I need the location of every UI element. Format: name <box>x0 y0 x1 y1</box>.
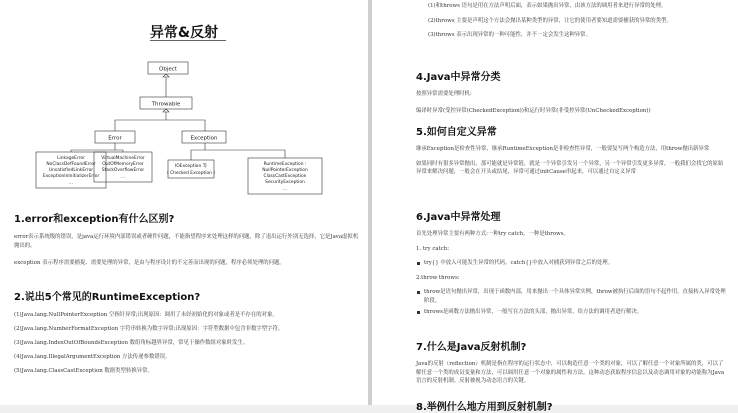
section-7-paragraph-1: Java的反射（reflection）机制是指在程序的运行状态中，可以构造任意一个类的对象，可以了解任意一个对象所属的类，可以了解任意一个类的成员变量和方法，可以调用任意一个对象的属性和方法。这种动态获取程序信息以及动态调用对象的功能称为Java语言的反射机制。反射被视为动态语言的关键。 <box>416 361 725 385</box>
section-2-heading: 2.说出5个常见的RuntimeException? <box>14 292 201 303</box>
section-2-item-3: (3)Java.lang.IndexOutOfBoundsException 数组角标越界异常，常见于操作数组对象时发生。 <box>14 340 249 346</box>
section-7 <box>416 338 728 386</box>
section-4-heading: 4.Java中异常分类 <box>416 72 501 83</box>
error-child-5: ... <box>68 181 74 186</box>
error-child-4: ExceptionInInitializerError <box>42 174 100 179</box>
section-5-paragraph-2: 如果同时有很多异常抛出，那可能就是异常链，就是一个异常引发另一个异常，另一个异常引发更多异常，一般我们会找它的原始异常来解决问题，一般会在开头或结尾，异常可通过initCause串起来，可以通过自定义异常 <box>416 160 724 176</box>
section-5-paragraph-1: 继承Exception是检查性异常，继承RuntimeException是非检查性异常，一般要复写两个构造方法，用throw抛出新异常 <box>416 146 710 152</box>
section-8 <box>416 398 728 413</box>
section-1 <box>14 210 360 268</box>
section-6-label-2: 2.throw throws: <box>416 274 460 281</box>
exception-hierarchy-diagram <box>0 0 368 215</box>
vm-child-3: StackOverflowError <box>101 168 145 173</box>
section-5 <box>416 123 728 177</box>
error-child-3: UnsatisfiedLinkError <box>48 168 94 173</box>
vm-child-1: VirtualMachineError <box>101 156 145 161</box>
vm-child-2: OutOfMemoryError <box>102 162 144 167</box>
section-4 <box>416 68 728 115</box>
error-child-1: LinkageError <box>57 156 85 161</box>
exception-label: Exception <box>190 135 218 142</box>
section-4-paragraph-2: 编译时异常(受控异常(CheckedException))和运行时异常(非受控异常(UnCheckedException)) <box>416 107 651 114</box>
section-2-item-5: (5)Java.lang.ClassCastException 数据类型转换异常。 <box>14 368 153 374</box>
section-6 <box>416 208 728 316</box>
section-1-paragraph-1: error表示系统级的错误，是java运行环境内部错误或者硬件问题，不能指望程序来处理这样的问题，除了退出运行外别无选择，它是Java虚拟机抛出的。 <box>14 234 359 249</box>
vm-child-4: ... <box>120 175 126 180</box>
throws-notes <box>416 2 728 40</box>
left-page <box>0 0 368 405</box>
throws-note-3: (3)throws 表示出现异常的一种可能性，并不一定会发生这种异常。 <box>428 32 591 39</box>
rt-child-4: SecurityException <box>265 180 305 185</box>
section-5-heading: 5.如何自定义异常 <box>416 127 497 138</box>
throws-note-1: (1)和throws 语句是用在方法声明后面，表示如果抛出异常，由该方法的调用者来进行异常的处理。 <box>428 3 667 9</box>
section-1-heading: 1.error和exception有什么区别? <box>14 214 175 225</box>
section-2-item-4: (4)Java.lang.IllegalArgumentException 方法传递参数错误。 <box>14 354 171 360</box>
rt-child-2: NullPointerException <box>262 168 308 173</box>
io-child-2: ( Checked Exception ) <box>166 171 216 176</box>
section-4-paragraph-1: 按照异常需要处理时机: <box>416 91 472 97</box>
section-6-bullet-3: throws是函数方法抛出异常，一般写在方法的头部，抛出异常，给方法的调用者进行解决。 <box>416 308 728 317</box>
section-2-item-2: (2)Java.lang.NumberFormatException 字符串转换为数字异常;出现原因：字符型数据中包含非数字型字符。 <box>14 326 284 332</box>
rt-child-1: RuntimeException : <box>263 162 307 167</box>
rt-child-3: ClassCastException <box>263 174 307 179</box>
section-2-item-1: (1)Java.lang.NullPointerException 空指针异常;出现原因：调用了未经初始化的对象或者是不存在的对象。 <box>14 312 278 318</box>
throwable-label: Throwable <box>151 101 181 108</box>
right-page <box>372 0 738 413</box>
section-6-paragraph-1: 首先处理异常主要有两种方式:一种try catch，一种是throws。 <box>416 231 569 237</box>
section-6-bullet-1: try{} 中放入可能发生异常的代码。catch{}中放入对捕获到异常之后的处理。 <box>416 259 728 268</box>
rt-child-5: ... <box>282 187 288 192</box>
section-6-label-1: 1. try catch: <box>416 245 450 252</box>
section-6-heading: 6.Java中异常处理 <box>416 212 501 223</box>
section-7-heading: 7.什么是Java反射机制? <box>416 342 527 353</box>
throws-note-2: (2)throws 主要是声明这个方法会抛出某种类型的异常，让它的使用者要知道需要捕获的异常的类型。 <box>428 17 672 24</box>
io-child-1: IOException 等 <box>174 164 208 169</box>
error-label: Error <box>108 135 122 142</box>
section-1-paragraph-2: exception 表示程序需要捕捉、需要处理的异常，是由与程序设计的不完善而出现的问题，程序必须处理的问题。 <box>14 260 285 266</box>
error-child-2: NoClassDefFoundError <box>46 162 96 167</box>
document-title: 异常&反射 <box>149 25 219 41</box>
section-2 <box>14 288 360 376</box>
object-label: Object <box>159 66 177 73</box>
section-6-bullet-2: throw是语句抛出异常，出现于函数内部，用来抛出一个具体异常实例，throw被执行后面的语句不起作用，直接转入异常处理阶段。 <box>416 288 728 305</box>
section-8-heading: 8.举例什么地方用到反射机制? <box>416 402 553 413</box>
